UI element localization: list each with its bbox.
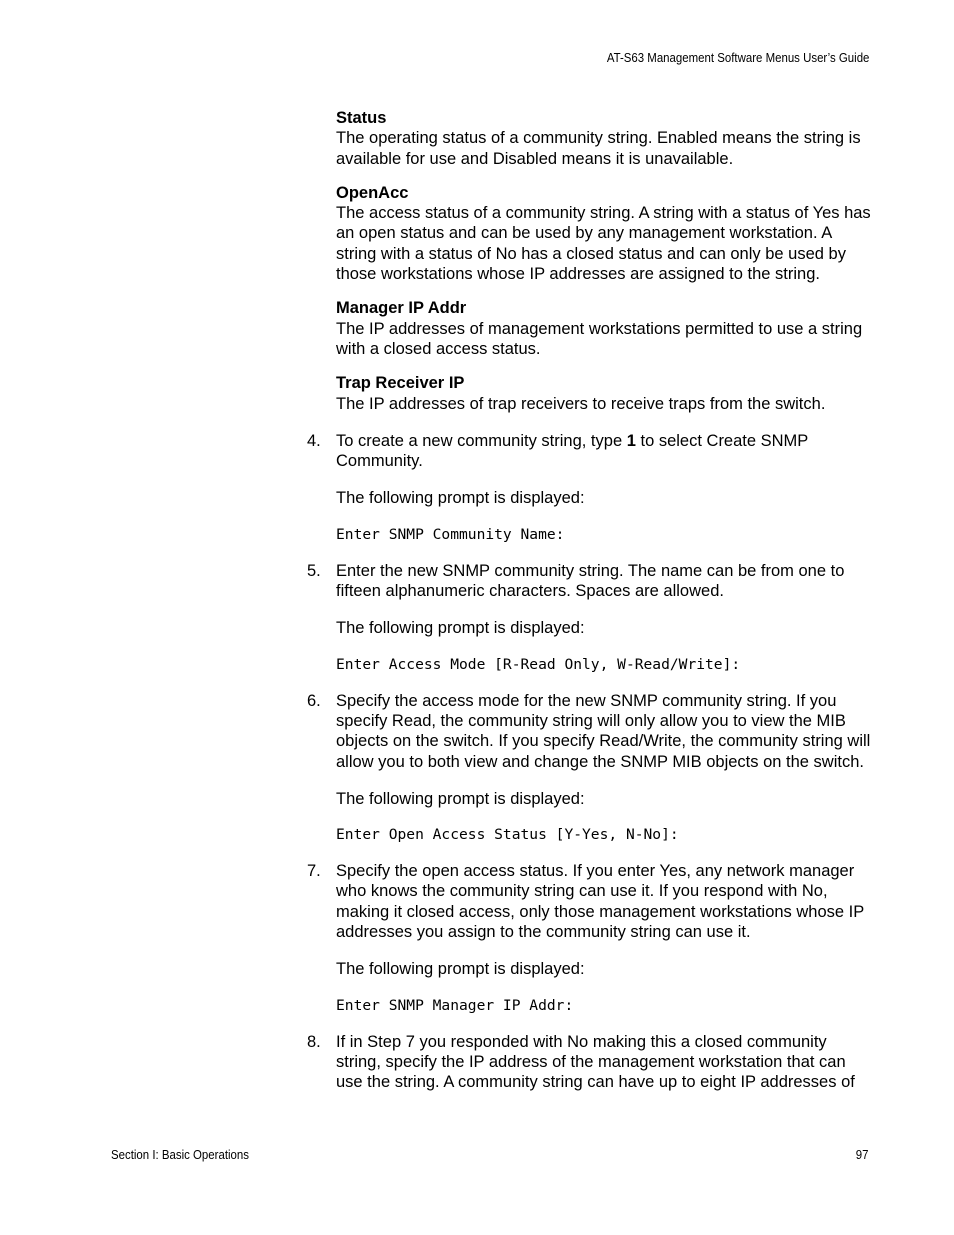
step-6 [307, 691, 871, 845]
step-text [336, 431, 871, 472]
step-text-part: to select Create SNMP Community. [336, 431, 809, 471]
footer-section: Section I: Basic Operations [111, 1147, 249, 1162]
term-description: The IP addresses of management workstations permitted to use a string with a closed access status. [336, 319, 863, 358]
term-title: OpenAcc [336, 183, 409, 202]
term-title: Manager IP Addr [336, 299, 467, 318]
term-title: Trap Receiver IP [336, 374, 465, 393]
prompt-code: Enter Access Mode [R-Read Only, W-Read/Write]: [336, 655, 741, 673]
step-text-part: To create a new community string, type [336, 431, 627, 450]
prompt-code: Enter Open Access Status [Y-Yes, N-No]: [336, 826, 679, 844]
step-text: Enter the new SNMP community string. The name can be from one to fifteen alphanumeric characters. Spaces are allowed. [336, 561, 845, 601]
prompt-intro: The following prompt is displayed: [336, 960, 585, 979]
step-text-bold: 1 [626, 431, 636, 450]
step-8 [307, 1032, 871, 1093]
running-header: AT-S63 Management Software Menus User’s Guide [606, 50, 869, 65]
term-trap-receiver-ip [336, 373, 871, 414]
step-text: If in Step 7 you responded with No making this a closed community string, specify the IP address of the management workstation that can use the string. A community string can have up to eight IP addresses of [336, 1032, 855, 1092]
page-content [307, 108, 871, 1093]
prompt-intro: The following prompt is displayed: [336, 789, 585, 808]
step-number: 8. [307, 1032, 321, 1051]
step-text: Specify the access mode for the new SNMP community string. If you specify Read, the community string will only allow you to view the MIB objects on the switch. If you specify Read/Write, the community string will allow you to both view and change the SNMP MIB objects on the switch. [336, 691, 871, 771]
step-5 [307, 561, 871, 675]
prompt-code: Enter SNMP Manager IP Addr: [336, 996, 574, 1014]
step-4 [307, 431, 871, 545]
term-description: The IP addresses of trap receivers to receive traps from the switch. [336, 394, 826, 413]
step-7 [307, 861, 871, 1015]
term-manager-ip-addr [336, 298, 871, 359]
step-number: 5. [307, 561, 321, 580]
step-number: 7. [307, 862, 321, 881]
term-description: The access status of a community string. A string with a status of Yes has an open status and can be used by any management workstation. A string with a status of No has a closed status and can only be used by those workstations whose IP addresses are assigned to the string. [336, 204, 871, 284]
step-number: 4. [307, 431, 321, 450]
steps-list [307, 431, 871, 1093]
prompt-code: Enter SNMP Community Name: [336, 525, 565, 543]
term-openacc [336, 183, 871, 284]
term-description: The operating status of a community string. Enabled means the string is available for use and Disabled means it is unavailable. [336, 129, 861, 168]
prompt-intro: The following prompt is displayed: [336, 489, 585, 508]
step-number: 6. [307, 691, 321, 710]
term-status [336, 108, 871, 169]
page-number: 97 [855, 1147, 868, 1162]
term-title: Status [336, 109, 387, 127]
prompt-intro: The following prompt is displayed: [336, 619, 585, 638]
step-text: Specify the open access status. If you enter Yes, any network manager who knows the community string can use it. If you respond with No, making it closed access, only those management workstations whose IP addresses you assign to the community string can use it. [336, 862, 864, 942]
